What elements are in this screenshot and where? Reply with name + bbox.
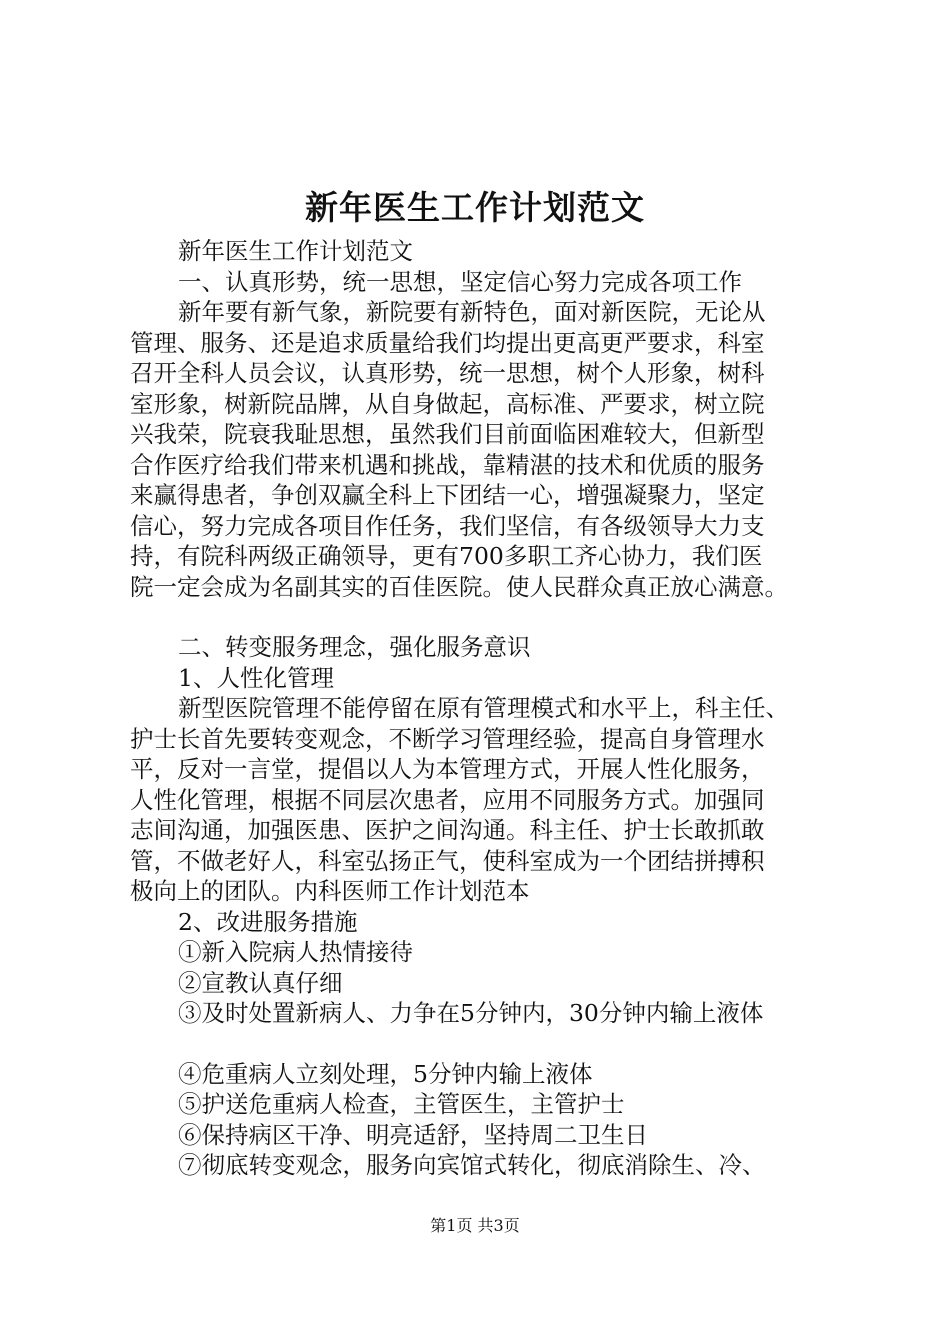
paragraph-line: 合作医疗给我们带来机遇和挑战，靠精湛的技术和优质的服务	[130, 450, 765, 479]
section-heading-2: 二、转变服务理念，强化服务意识	[178, 633, 531, 661]
paragraph-line: 新型医院管理不能停留在原有管理模式和水平上，科主任、	[178, 694, 789, 722]
subtitle: 新年医生工作计划范文	[178, 237, 413, 265]
paragraph-1	[130, 297, 855, 602]
paragraph-line: 极向上的团队。内科医师工作计划范本	[130, 877, 530, 905]
list-item: ⑥保持病区干净、明亮适舒，坚持周二卫生日	[178, 1120, 648, 1149]
document-body	[130, 236, 855, 1181]
list-item: ⑦彻底转变观念，服务向宾馆式转化，彻底消除生、冷、	[178, 1151, 766, 1179]
paragraph-line: 持，有院科两级正确领导，更有700多职工齐心协力，我们医	[130, 542, 763, 570]
list-item: ④危重病人立刻处理，5分钟内输上液体	[178, 1059, 593, 1088]
subheading-1: 1、人性化管理	[178, 663, 334, 692]
blank-line	[130, 1029, 855, 1059]
paragraph-line: 信心，努力完成各项目作任务，我们坚信，有各级领导大力支	[130, 511, 765, 540]
paragraph-line: 管，不做老好人，科室弘扬正气，使科室成为一个团结拼搏积	[130, 846, 765, 875]
paragraph-line: 志间沟通，加强医患、医护之间沟通。科主任、护士长敢抓敢	[130, 816, 765, 844]
paragraph-line: 人性化管理，根据不同层次患者，应用不同服务方式。加强同	[130, 785, 765, 814]
paragraph-line: 管理、服务、还是追求质量给我们均提出更高更严要求，科室	[130, 328, 765, 357]
page-footer: 第1页 共3页	[430, 1216, 520, 1235]
paragraph-line: 新年要有新气象，新院要有新特色，面对新医院，无论从	[178, 298, 766, 326]
blank-line	[130, 602, 855, 632]
measures-list	[130, 937, 855, 1181]
list-item: ⑤护送危重病人检查，主管医生，主管护士	[178, 1090, 625, 1118]
paragraph-2	[130, 693, 855, 907]
subheading-2: 2、改进服务措施	[178, 907, 358, 936]
paragraph-line: 召开全科人员会议，认真形势，统一思想，树个人形象，树科	[130, 359, 765, 387]
paragraph-line: 兴我荣，院衰我耻思想，虽然我们目前面临困难较大，但新型	[130, 420, 765, 448]
list-item: ③及时处置新病人、力争在5分钟内，30分钟内输上液体	[178, 999, 764, 1027]
list-item: ①新入院病人热情接待	[178, 938, 413, 966]
paragraph-line: 护士长首先要转变观念，不断学习管理经验，提高自身管理水	[130, 724, 765, 753]
list-item: ②宣教认真仔细	[178, 968, 343, 997]
paragraph-line: 室形象，树新院品牌，从自身做起，高标准、严要求，树立院	[130, 389, 765, 418]
section-heading-1: 一、认真形势，统一思想，坚定信心努力完成各项工作	[178, 267, 742, 296]
document-title: 新年医生工作计划范文	[305, 188, 645, 227]
paragraph-line: 院一定会成为名副其实的百佳医院。使人民群众真正放心满意。	[130, 572, 788, 601]
paragraph-line: 来赢得患者，争创双赢全科上下团结一心，增强凝聚力，坚定	[130, 481, 765, 509]
paragraph-line: 平，反对一言堂，提倡以人为本管理方式，开展人性化服务，	[130, 755, 765, 783]
